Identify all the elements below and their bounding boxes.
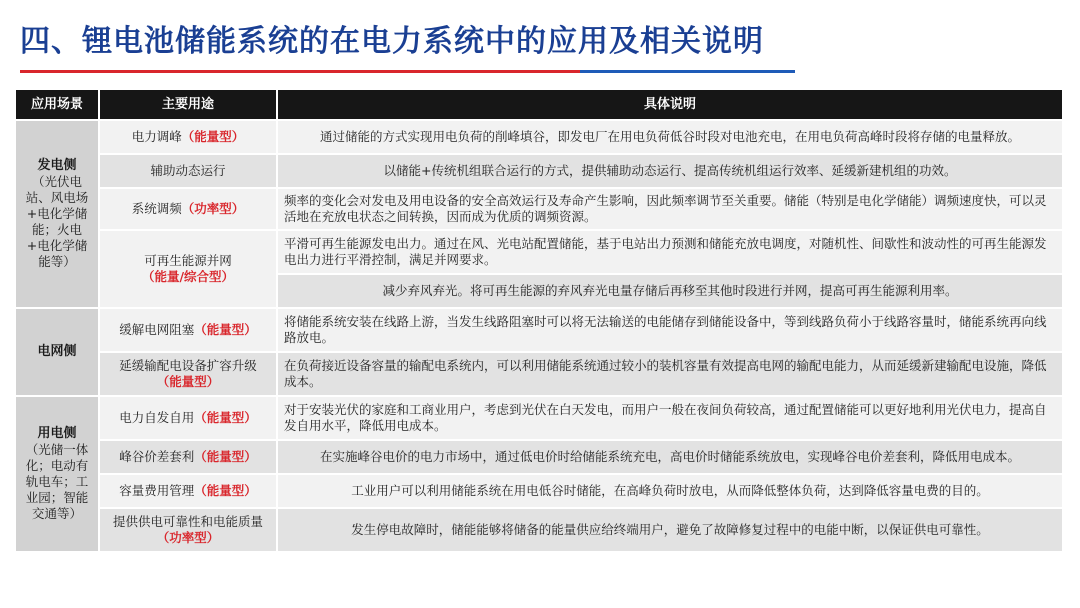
use-cell	[100, 231, 278, 309]
use-label: 辅助动态运行	[150, 163, 226, 178]
title-underline-blue	[580, 70, 795, 73]
table-header-row	[16, 90, 1064, 121]
use-type: （能量型）	[194, 483, 257, 498]
use-cell	[100, 121, 278, 155]
table-row	[16, 189, 1064, 231]
page-title: 四、锂电池储能系统的在电力系统中的应用及相关说明	[20, 24, 764, 59]
description-cell: 以储能+传统机组联合运行的方式，提供辅助动态运行、提高传统机组运行效率、延缓新建机组的功效。	[278, 155, 1064, 189]
table-row	[16, 155, 1064, 189]
description-cell: 平滑可再生能源发电出力。通过在风、光电站配置储能，基于电站出力预测和储能充放电调度，对随机性、间歇性和波动性的可再生能源发电出力进行平滑控制，满足并网要求。	[278, 231, 1064, 275]
applications-table	[16, 90, 1064, 553]
table-row	[16, 121, 1064, 155]
table-row	[16, 475, 1064, 509]
use-cell	[100, 155, 278, 189]
use-type: （能量型）	[194, 449, 257, 464]
description-cell: 减少弃风弃光。将可再生能源的弃风弃光电量存储后再移至其他时段进行并网，提高可再生能源利用率。	[278, 275, 1064, 309]
scenario-name: 用电侧	[37, 426, 77, 441]
header-use: 主要用途	[100, 90, 278, 121]
use-type: （能量/综合型）	[141, 269, 235, 284]
use-type: （功率型）	[156, 530, 220, 545]
use-type: （能量型）	[194, 410, 257, 425]
use-label: 可再生能源并网	[144, 253, 232, 268]
use-type: （能量型）	[156, 374, 220, 389]
scenario-grid	[16, 309, 100, 397]
use-label: 电力调峰	[131, 129, 182, 144]
use-cell	[100, 397, 278, 441]
scenario-name: 电网侧	[37, 344, 77, 359]
scenario-consumption	[16, 397, 100, 553]
use-cell	[100, 475, 278, 509]
description-cell: 将储能系统安装在线路上游，当发生线路阻塞时可以将无法输送的电能储存到储能设备中，等到线路负荷小于线路容量时，储能系统再向线路放电。	[278, 309, 1064, 353]
description-cell: 在负荷接近设备容量的输配电系统内，可以利用储能系统通过较小的装机容量有效提高电网的输配电能力，从而延缓新建输配电设施，降低成本。	[278, 353, 1064, 397]
use-type: （能量型）	[181, 129, 245, 144]
use-cell	[100, 309, 278, 353]
use-label: 系统调频	[131, 201, 182, 216]
scenario-note: （光伏电站、风电场+电化学储能；火电+电化学储能等）	[25, 174, 89, 269]
use-type: （能量型）	[194, 322, 257, 337]
use-label: 提供供电可靠性和电能质量	[112, 514, 263, 529]
table-row	[16, 397, 1064, 441]
use-cell	[100, 509, 278, 553]
use-cell	[100, 441, 278, 475]
table-row	[16, 509, 1064, 553]
use-cell	[100, 353, 278, 397]
table-row	[16, 353, 1064, 397]
title-underline-red	[20, 70, 580, 73]
description-cell: 通过储能的方式实现用电负荷的削峰填谷，即发电厂在用电负荷低谷时段对电池充电，在用电负荷高峰时段将存储的电量释放。	[278, 121, 1064, 155]
use-label: 延缓输配电设备扩容升级	[119, 358, 257, 373]
description-cell: 在实施峰谷电价的电力市场中，通过低电价时给储能系统充电，高电价时储能系统放电，实现峰谷电价差套利，降低用电成本。	[278, 441, 1064, 475]
use-label: 缓解电网阻塞	[119, 322, 195, 337]
header-scenario: 应用场景	[16, 90, 100, 121]
scenario-name: 发电侧	[37, 158, 77, 173]
scenario-generation	[16, 121, 100, 309]
scenario-note: （光储一体化；电动有轨电车；工业园；智能交通等）	[25, 442, 89, 521]
table-row	[16, 309, 1064, 353]
use-cell	[100, 189, 278, 231]
header-description: 具体说明	[278, 90, 1064, 121]
use-label: 容量费用管理	[119, 483, 195, 498]
description-cell: 频率的变化会对发电及用电设备的安全高效运行及寿命产生影响，因此频率调节至关重要。储能（特别是电化学储能）调频速度快，可以灵活地在充放电状态之间转换，因而成为优质的调频资源。	[278, 189, 1064, 231]
use-label: 电力自发自用	[119, 410, 195, 425]
use-label: 峰谷价差套利	[119, 449, 195, 464]
description-cell: 对于安装光伏的家庭和工商业用户，考虑到光伏在白天发电，而用户一般在夜间负荷较高，通过配置储能可以更好地利用光伏电力，提高自发自用水平，降低用电成本。	[278, 397, 1064, 441]
description-cell: 发生停电故障时，储能能够将储备的能量供应给终端用户，避免了故障修复过程中的电能中断，以保证供电可靠性。	[278, 509, 1064, 553]
use-type: （功率型）	[181, 201, 245, 216]
table-row	[16, 441, 1064, 475]
description-cell: 工业用户可以利用储能系统在用电低谷时储能，在高峰负荷时放电，从而降低整体负荷，达到降低容量电费的目的。	[278, 475, 1064, 509]
table-row	[16, 231, 1064, 275]
